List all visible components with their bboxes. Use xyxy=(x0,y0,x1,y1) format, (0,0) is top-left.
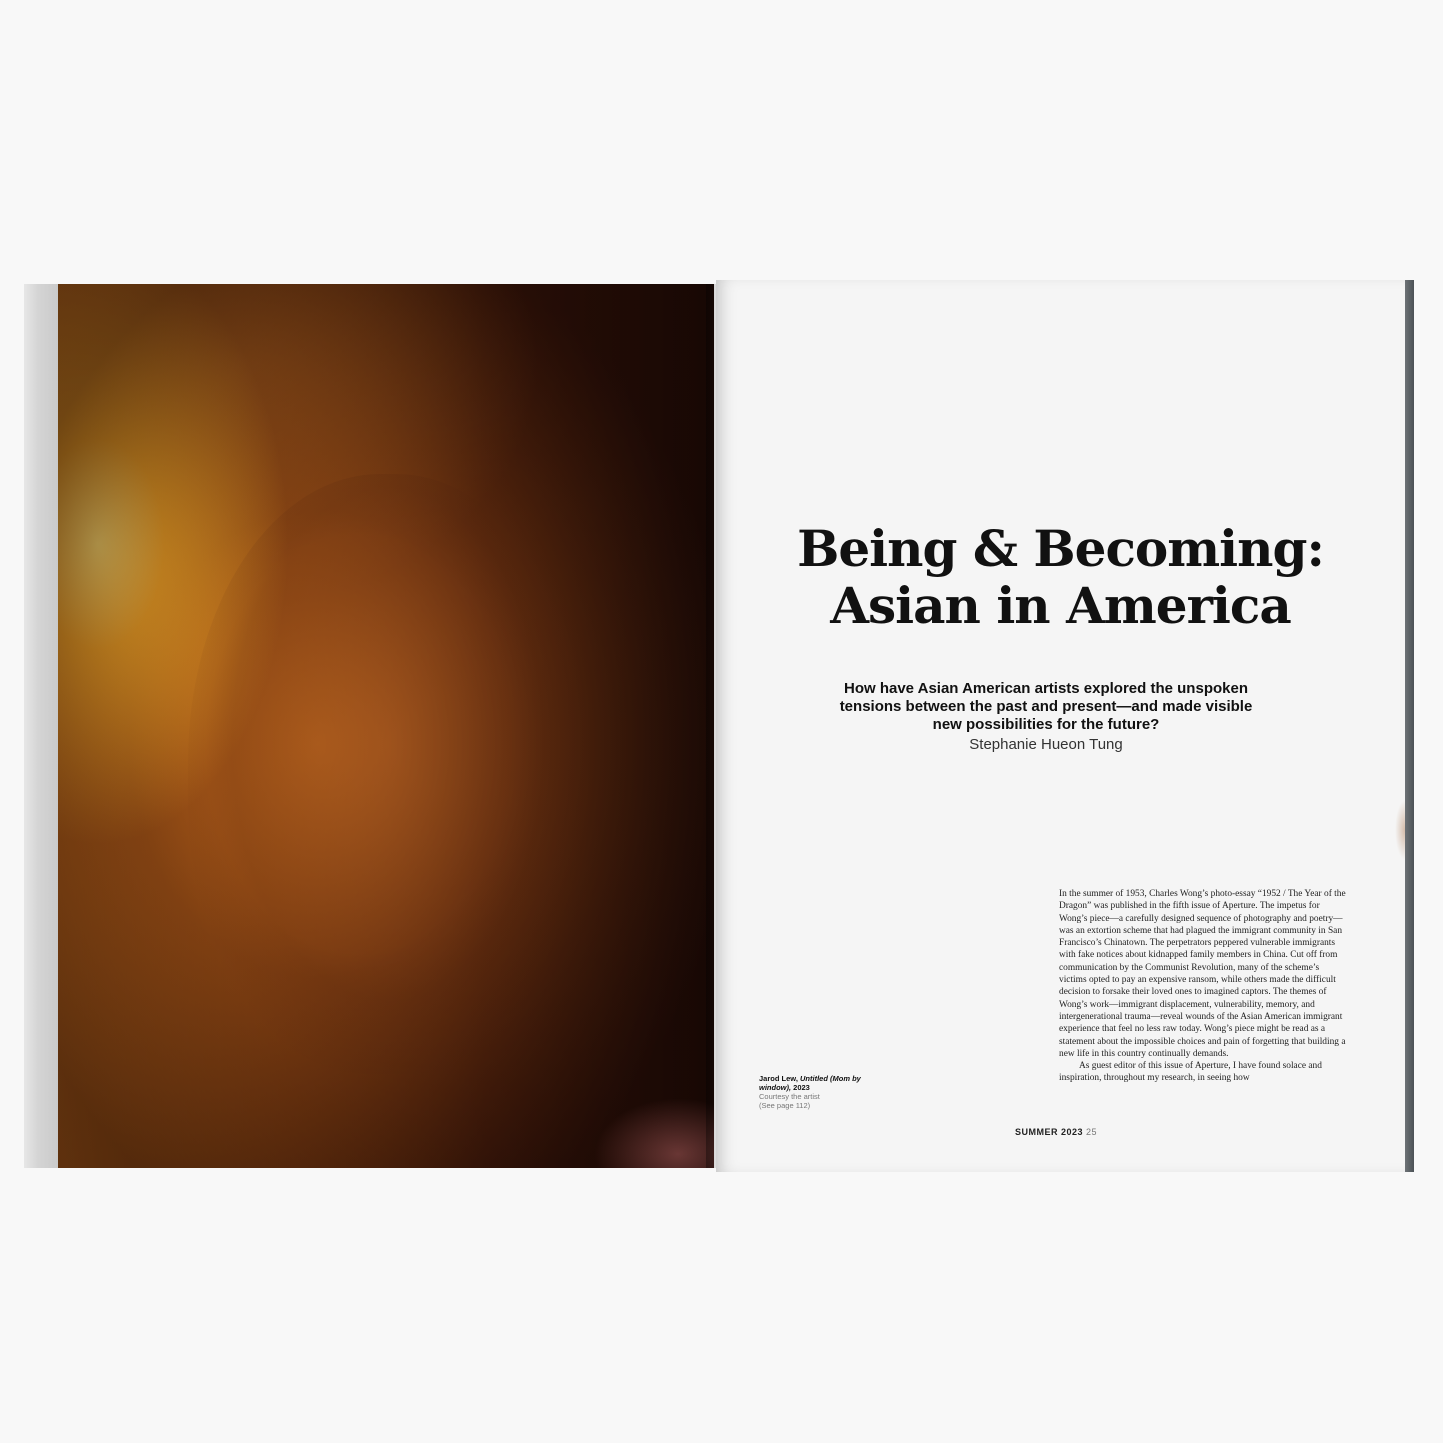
left-page-edges xyxy=(24,284,60,1168)
title-line-1: Being & Becoming: xyxy=(797,519,1324,578)
right-cover-edge xyxy=(1405,280,1414,1172)
caption-work-title: Untitled (Mom by window), xyxy=(759,1074,861,1092)
caption-year: 2023 xyxy=(793,1083,810,1092)
portrait-photograph xyxy=(58,284,714,1168)
photo-caption xyxy=(759,1074,869,1110)
article-title xyxy=(716,520,1405,634)
caption-artist: Jarod Lew, xyxy=(759,1074,798,1083)
caption-see-page: (See page 112) xyxy=(759,1101,811,1110)
title-line-2: Asian in America xyxy=(830,576,1291,635)
page-folio xyxy=(1015,1127,1097,1137)
article-byline: Stephanie Hueon Tung xyxy=(969,736,1123,753)
bokeh-light xyxy=(594,1098,714,1168)
caption-credit: Courtesy the artist xyxy=(759,1092,820,1101)
photo-vignette xyxy=(58,284,714,1168)
magazine-spread xyxy=(24,280,1414,1172)
folio-page-number: 25 xyxy=(1086,1127,1098,1137)
caption-title-line xyxy=(759,1074,869,1092)
article-deck: How have Asian American artists explored the unspoken tensions between the past and present—and made visible new possibilities for the future? xyxy=(839,680,1253,733)
page-edge-glare xyxy=(1395,800,1405,860)
folio-issue: SUMMER 2023 xyxy=(1015,1127,1084,1137)
body-paragraph-2: As guest editor of this issue of Aperture, I have found solace and inspiration, throughout my research, in seeing how xyxy=(1059,1061,1322,1084)
right-page xyxy=(716,280,1405,1172)
body-paragraph-1: In the summer of 1953, Charles Wong’s photo-essay “1952 / The Year of the Dragon” was published in the fifth issue of Aperture. The impetus for Wong’s piece—a carefully designed sequence of photography and poetry—was an extortion scheme that had plagued the immigrant community in San Francisco’s Chinatown. The perpetrators peppered vulnerable immigrants with fake notices about kidnapped family members in China. Cut off from communication by the Communist Revolution, many of the scheme’s victims opted to pay an expensive ransom, while others made the difficult decision to forsake their loved ones to imagined captors. The themes of Wong’s work—immigrant displacement, vulnerability, memory, and intergenerational trauma—reveal wounds of the Asian American immigrant experience that feel no less raw today. Wong’s piece might be read as a statement about the impossible choices and pain of forgetting that building a new life in this country continually demands. xyxy=(1059,889,1346,1059)
article-body xyxy=(1059,888,1349,1085)
